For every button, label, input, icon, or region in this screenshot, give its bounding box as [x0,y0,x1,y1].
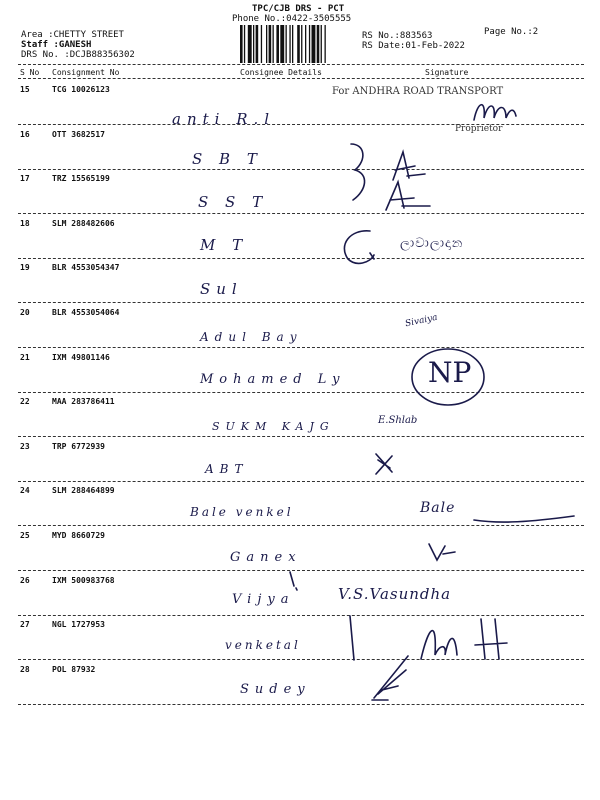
row-consignment-number: SLM 288464899 [52,486,115,496]
np-stamp-text: NP [428,356,472,389]
document-title: TPC/CJB DRS - PCT [252,4,345,14]
signature-scribble [470,512,580,527]
staff-label: Staff :GANESH [21,40,92,50]
drs-number: DRS No. :DCJB88356302 [21,50,135,60]
row-serial-number: 24 [20,486,30,496]
col-consignee: Consignee Details [240,68,322,77]
signature-scribble [380,176,440,216]
signature-scribble [415,615,515,665]
rs-number: RS No.:883563 [362,31,433,41]
signature-scribble [338,612,368,667]
row-divider [18,436,584,437]
row-divider [18,213,584,214]
row-consignment-number: SLM 288482606 [52,218,115,228]
row-serial-number: 22 [20,397,30,407]
row-serial-number: 20 [20,308,30,317]
handwritten-name: anti R.l [172,110,276,128]
signature-scribble [470,96,520,126]
barcode [240,25,353,65]
row-divider [18,302,584,303]
rs-date: RS Date:01-Feb-2022 [362,41,465,51]
row-serial-number: 26 [20,575,30,585]
row-consignment-number: OTT 3682517 [52,129,105,139]
row-consignment-number: IXM 49801146 [52,352,110,362]
row-serial-number: 15 [20,85,30,94]
row-consignment-number: NGL 1727953 [52,620,105,630]
handwritten-name: Sul [200,280,243,298]
row-serial-number: 17 [20,174,30,184]
phone-number: Phone No.:0422-3505555 [232,14,352,24]
signature-text: V.S.Vasundha [338,585,452,603]
handwritten-name: SUKM KAJG [212,420,335,433]
handwritten-name: ABT [205,462,249,476]
row-serial-number: 16 [20,129,30,139]
row-consignment-number: MAA 283786411 [52,397,115,407]
signature-scribble [282,568,302,593]
header-divider-top [18,64,584,65]
header-divider-bottom [18,78,584,79]
row-consignment-number: BLR 4553054347 [52,263,120,273]
handwritten-name: Sudey [240,682,311,697]
page-number: Page No.:2 [484,27,539,37]
row-serial-number: 25 [20,531,30,540]
row-consignment-number: MYD 8660729 [52,531,105,540]
signature-text: Sivaiya [404,312,439,330]
row-serial-number: 23 [20,441,30,451]
handwritten-name: Ganex [230,550,302,565]
handwritten-name: S B T [192,150,263,168]
row-divider [18,258,584,259]
row-divider [18,704,584,705]
handwritten-name: Bale venkel [190,505,294,519]
row-serial-number: 18 [20,218,30,228]
row-consignment-number: IXM 500983768 [52,575,115,585]
signature-scribble [425,540,465,570]
signature-text: E.Shlab [378,415,418,426]
row-serial-number: 21 [20,352,30,362]
col-signature: Signature [425,68,469,77]
signature-text: ලාවාලාදාන [400,236,464,251]
handwritten-name: venketal [225,638,301,652]
company-stamp: For ANDHRA ROAD TRANSPORT [332,86,504,97]
handwritten-name: Mohamed Ly [200,372,346,387]
handwritten-name: S S T [198,193,269,211]
signature-scribble [368,650,418,705]
row-serial-number: 28 [20,664,30,674]
row-divider [18,481,584,482]
row-consignment-number: TCG 10026123 [52,85,110,94]
row-divider [18,347,584,348]
row-divider [18,169,584,170]
proprietor-label: Proprietor [455,124,503,134]
col-sno: S No [20,68,40,77]
row-consignment-number: POL 87932 [52,664,96,674]
row-divider [18,392,584,393]
signature-text: Bale [420,500,456,516]
row-consignment-number: TRZ 15565199 [52,174,110,184]
handwritten-name: Adul Bay [200,330,303,344]
row-serial-number: 19 [20,263,30,273]
handwritten-name: Vijya [232,592,295,607]
row-serial-number: 27 [20,620,30,630]
row-consignment-number: BLR 4553054064 [52,308,120,317]
area-label: Area :CHETTY STREET [21,30,124,40]
col-consignment: Consignment No [52,68,120,77]
handwritten-name: M T [200,236,249,254]
signature-scribble [330,225,400,270]
row-consignment-number: TRP 6772939 [52,441,105,451]
signature-scribble [370,450,400,480]
